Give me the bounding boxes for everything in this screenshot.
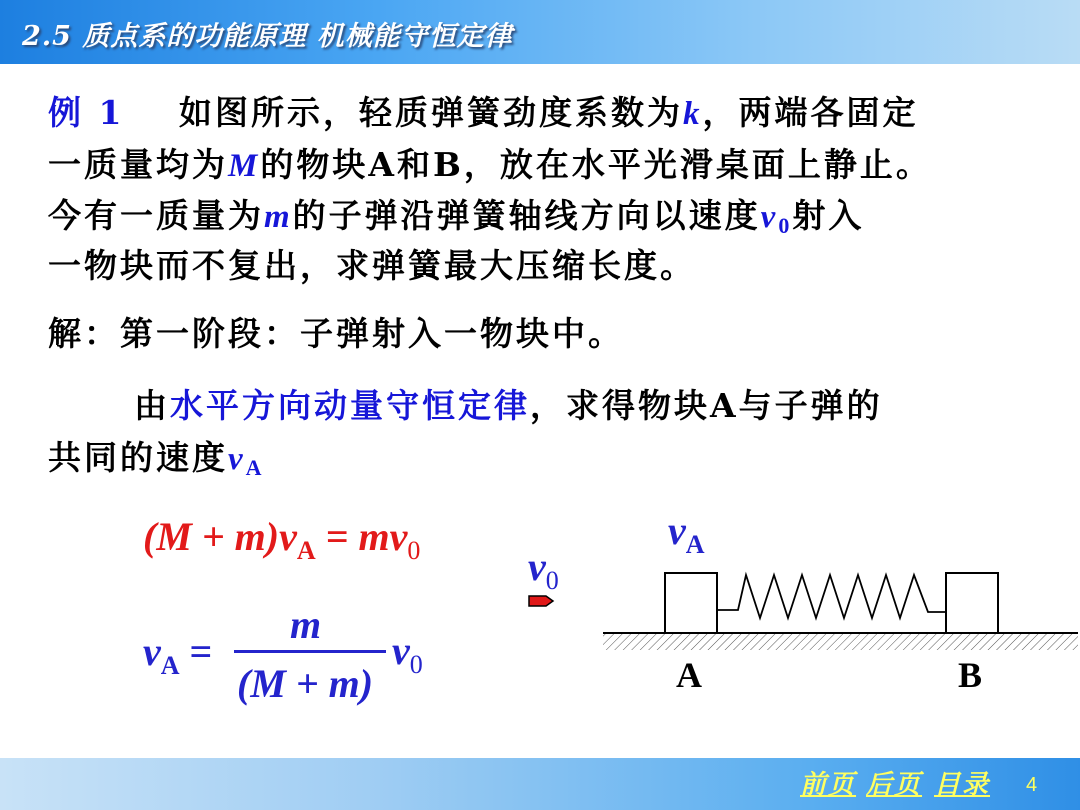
- solution-line-2: 由水平方向动量守恒定律，求得物块A与子弹的: [134, 386, 883, 425]
- symbol-k: k: [682, 96, 703, 132]
- momentum-equation: $(M + m)v_A = mv_0$: [143, 514, 421, 565]
- symbol-M: M: [228, 148, 261, 184]
- table-hatching: [603, 634, 1078, 650]
- label-B: B: [958, 655, 983, 695]
- symbol-m: m: [264, 199, 293, 235]
- symbol-v0: $v_0$: [760, 199, 793, 238]
- page-number: 4: [1026, 774, 1038, 796]
- label-A: A: [676, 655, 702, 695]
- example-line-3: 今有一质量为m的子弹沿弹簧轴线方向以速度$v_0$射入: [48, 196, 865, 238]
- velocity-equation-lhs: $v_A$ =: [143, 629, 213, 680]
- bullet-icon: [529, 596, 553, 606]
- solution-line-3: 共同的速度$v_A$: [48, 438, 265, 480]
- next-page-link[interactable]: 后页: [866, 770, 923, 800]
- solution-line-1: 解：第一阶段：子弹射入一物块中。: [48, 314, 624, 353]
- slide-title: 2.5 质点系的功能原理 机械能守恒定律: [22, 21, 513, 52]
- diagram-v0-label: $v_0$: [528, 544, 559, 595]
- fraction-numerator: m: [290, 602, 322, 647]
- spring: [717, 575, 946, 618]
- prev-page-link[interactable]: 前页: [800, 770, 857, 800]
- block-A: [665, 573, 717, 633]
- block-B: [946, 573, 998, 633]
- law-name: 水平方向动量守恒定律: [170, 386, 530, 425]
- example-line-4: 一物块而不复出，求弹簧最大压缩长度。: [48, 246, 696, 285]
- velocity-equation-v0: $v_0$: [392, 628, 423, 679]
- example-line-2: 一质量均为M的物块A和B，放在水平光滑桌面上静止。: [48, 145, 932, 184]
- fraction-denominator: (M + m): [237, 661, 374, 706]
- example-line-1: 例 1 如图所示，轻质弹簧劲度系数为k，两端各固定: [48, 93, 919, 132]
- example-label: 例 1: [48, 93, 125, 132]
- diagram-vA-label: $v_A$: [668, 508, 705, 559]
- symbol-vA: $v_A$: [228, 441, 265, 480]
- toc-link[interactable]: 目录: [934, 770, 991, 800]
